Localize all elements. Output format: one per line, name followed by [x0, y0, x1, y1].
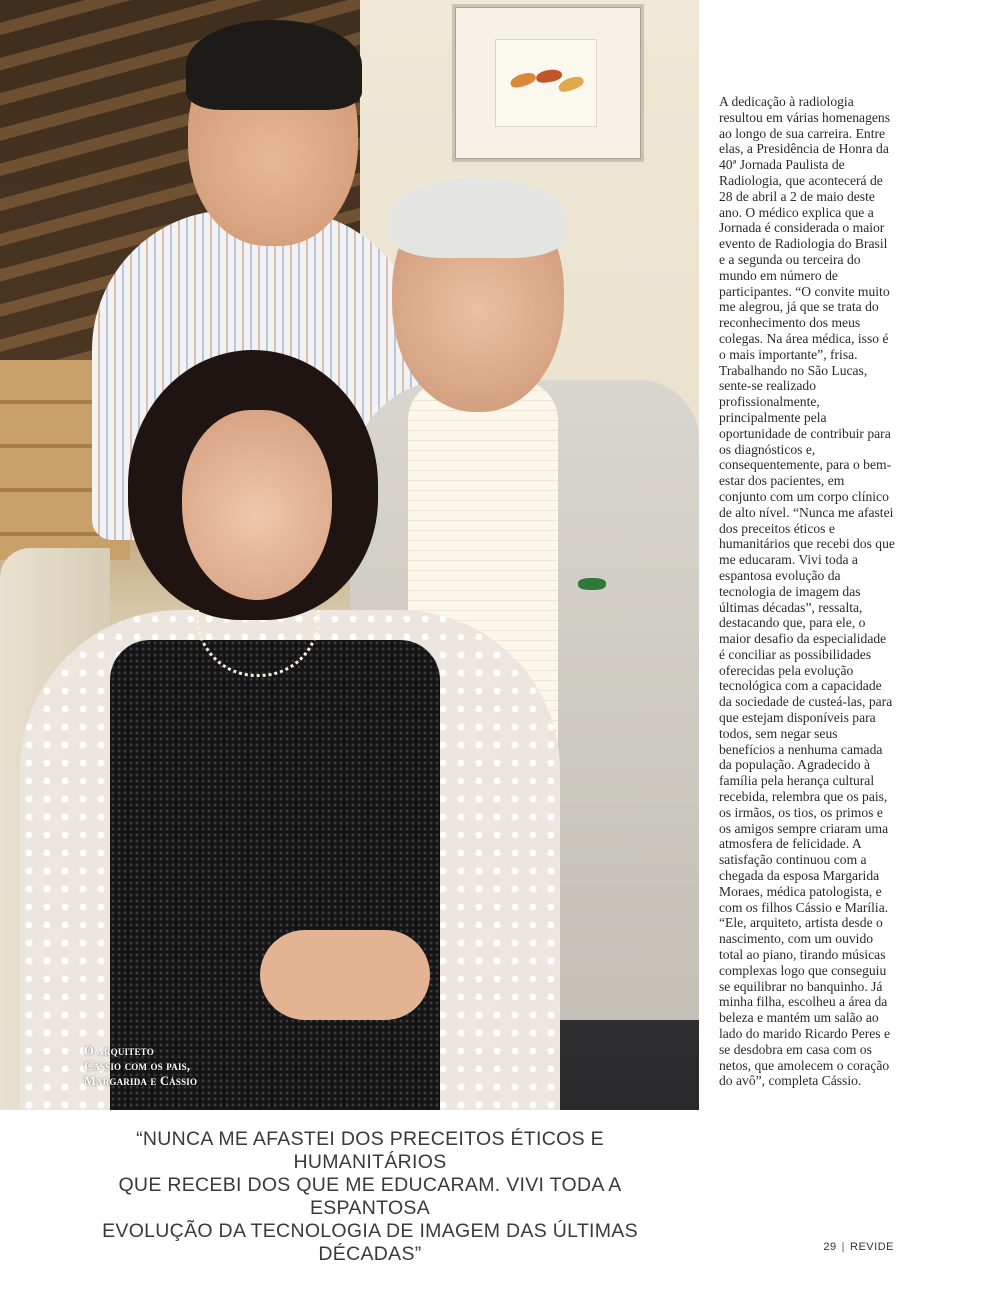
- framed-painting: [452, 4, 644, 162]
- pull-quote-line: QUE RECEBI DOS QUE ME EDUCARAM. VIVI TODA A ESPANTOSA: [118, 1174, 622, 1219]
- pull-quote-line: EVOLUÇÃO DA TECNOLOGIA DE IMAGEM DAS ÚLTIMAS DÉCADAS”: [102, 1220, 638, 1265]
- pull-quote-line: “NUNCA ME AFASTEI DOS PRECEITOS ÉTICOS E HUMANITÁRIOS: [136, 1128, 604, 1173]
- pull-quote: [60, 1128, 680, 1266]
- mother-hands: [260, 930, 430, 1020]
- magazine-name: REVIDE: [850, 1241, 894, 1253]
- mother-black-vest: [110, 640, 440, 1110]
- page-number: 29: [823, 1241, 837, 1253]
- caption-line: Margarida e Cássio: [84, 1074, 198, 1088]
- folio-separator: |: [841, 1241, 846, 1253]
- logo-badge-icon: [578, 578, 606, 590]
- painting-mat: [495, 39, 597, 127]
- father-hair: [388, 178, 568, 258]
- caption-line: O arquiteto: [84, 1044, 154, 1058]
- son-hair: [186, 20, 362, 110]
- mother-face: [182, 410, 332, 600]
- photo-caption: [84, 1044, 284, 1089]
- article-column: [719, 94, 895, 1089]
- caption-line: Cássio com os pais,: [84, 1059, 191, 1073]
- article-body: A dedicação à radiologia resultou em várias homenagens ao longo de sua carreira. Entre elas, a Presidência de Honra da 40ª Jornada Paulista de Radiologia, que acontecerá de 28 de abril a 2 de maio deste ano. O médico explica que a Jornada é considerada o maior evento de Radiologia do Brasil e a segunda ou terceira do mundo em número de participantes. “O convite muito me alegrou, já que se trata do reconhecimento dos meus colegas. Na área médica, isso é o mais importante”, frisa. Trabalhando no São Lucas, sente-se realizado profissionalmente, principalmente pela oportunidade de contribuir para os diagnósticos e, consequentemente, para o bem-estar dos pacientes, em conjunto com um corpo clínico de alto nível. “Nunca me afastei dos preceitos éticos e humanitários que recebi dos que me educaram. Vivi toda a espantosa evolução da tecnologia de imagem das últimas décadas”, ressalta, destacando que, para ele, o maior desafio da especialidade é conciliar as possibilidades oferecidas pela evolução tecnológica com a capacidade da sociedade de custeá-las, para que estejam disponíveis para todos, sem negar seus benefícios a nenhuma camada da população. Agradecido à família pela herança cultural recebida, relembra que os pais, os irmãos, os tios, os primos e os amigos sempre criaram uma atmosfera de felicidade. A satisfação continuou com a chegada da esposa Margarida Moraes, médica patologista, e com os filhos Cássio e Marília. “Ele, arquiteto, artista desde o nascimento, com um ouvido total ao piano, tirando músicas complexas logo que conseguiu se equilibrar no banquinho. Já minha filha, escolheu a área da beleza e mantém um salão ao lado do marido Ricardo Peres e se desdobra em casa com os netos, que amolecem o coração do avô”, completa Cássio.: [719, 94, 895, 1089]
- page-folio: [823, 1241, 894, 1253]
